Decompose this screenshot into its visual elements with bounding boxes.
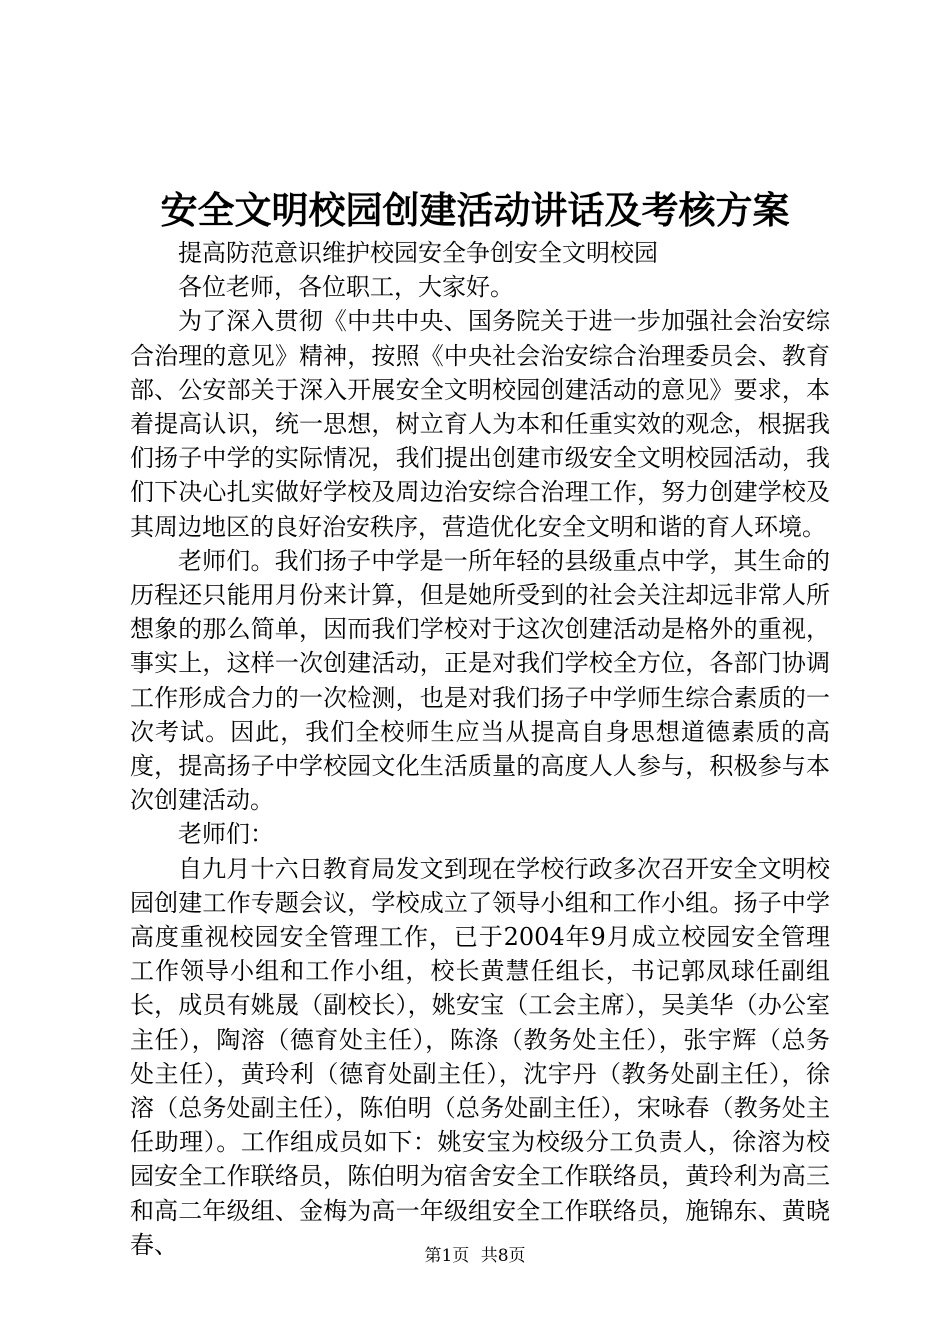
paragraph-3: 自九月十六日教育局发文到现在学校行政多次召开安全文明校园创建工作专题会议，学校成立了领导小组和工作小组。扬子中学高度重视校园安全管理工作，已于2004年9月成立校园安全管理工作领导小组和工作小组，校长黄慧任组长，书记郭凤球任副组长，成员有姚晟（副校长），姚安宝（工会主席），吴美华（办公室主任），陶溶（德育处主任），陈涤（教务处主任），张宇辉（总务处主任），黄玲利（德育处副主任），沈宇丹（教务处副主任），徐溶（总务处副主任），陈伯明（总务处副主任），宋咏春（教务处主任助理）。工作组成员如下：姚安宝为校级分工负责人，徐溶为校园安全工作联络员，陈伯明为宿舍安全工作联络员，黄玲利为高三和高二年级组、金梅为高一年级组安全工作联络员，施锦东、黄晓春、 [130, 854, 830, 1259]
paragraph-greeting: 各位老师，各位职工，大家好。 [178, 273, 514, 302]
page-footer [0, 1244, 950, 1268]
page-number-total: 共8页 [480, 1246, 526, 1266]
paragraph-subtitle: 提高防范意识维护校园安全争创安全文明校园 [178, 239, 658, 267]
document-title: 安全文明校园创建活动讲话及考核方案 [160, 188, 790, 232]
paragraph-address: 老师们： [178, 820, 274, 849]
paragraph-2: 老师们。我们扬子中学是一所年轻的县级重点中学，其生命的历程还只能用月份来计算，但是她所受到的社会关注却远非常人所想象的那么简单，因而我们学校对于这次创建活动是格外的重视，事实上，这样一次创建活动，正是对我们学校全方位，各部门协调工作形成合力的一次检测，也是对我们扬子中学师生综合素质的一次考试。因此，我们全校师生应当从提高自身思想道德素质的高度，提高扬子中学校园文化生活质量的高度人人参与，积极参与本次创建活动。 [130, 546, 830, 815]
document-body [130, 236, 830, 1262]
page-number-current: 第1页 [424, 1246, 470, 1266]
paragraph-1: 为了深入贯彻《中共中央、国务院关于进一步加强社会治安综合治理的意见》精神，按照《中央社会治安综合治理委员会、教育部、公安部关于深入开展安全文明校园创建活动的意见》要求，本着提高认识，统一思想，树立育人为本和任重实效的观念，根据我们扬子中学的实际情况，我们提出创建市级安全文明校园活动，我们下决心扎实做好学校及周边治安综合治理工作，努力创建学校及其周边地区的良好治安秩序，营造优化安全文明和谐的育人环境。 [130, 307, 830, 541]
